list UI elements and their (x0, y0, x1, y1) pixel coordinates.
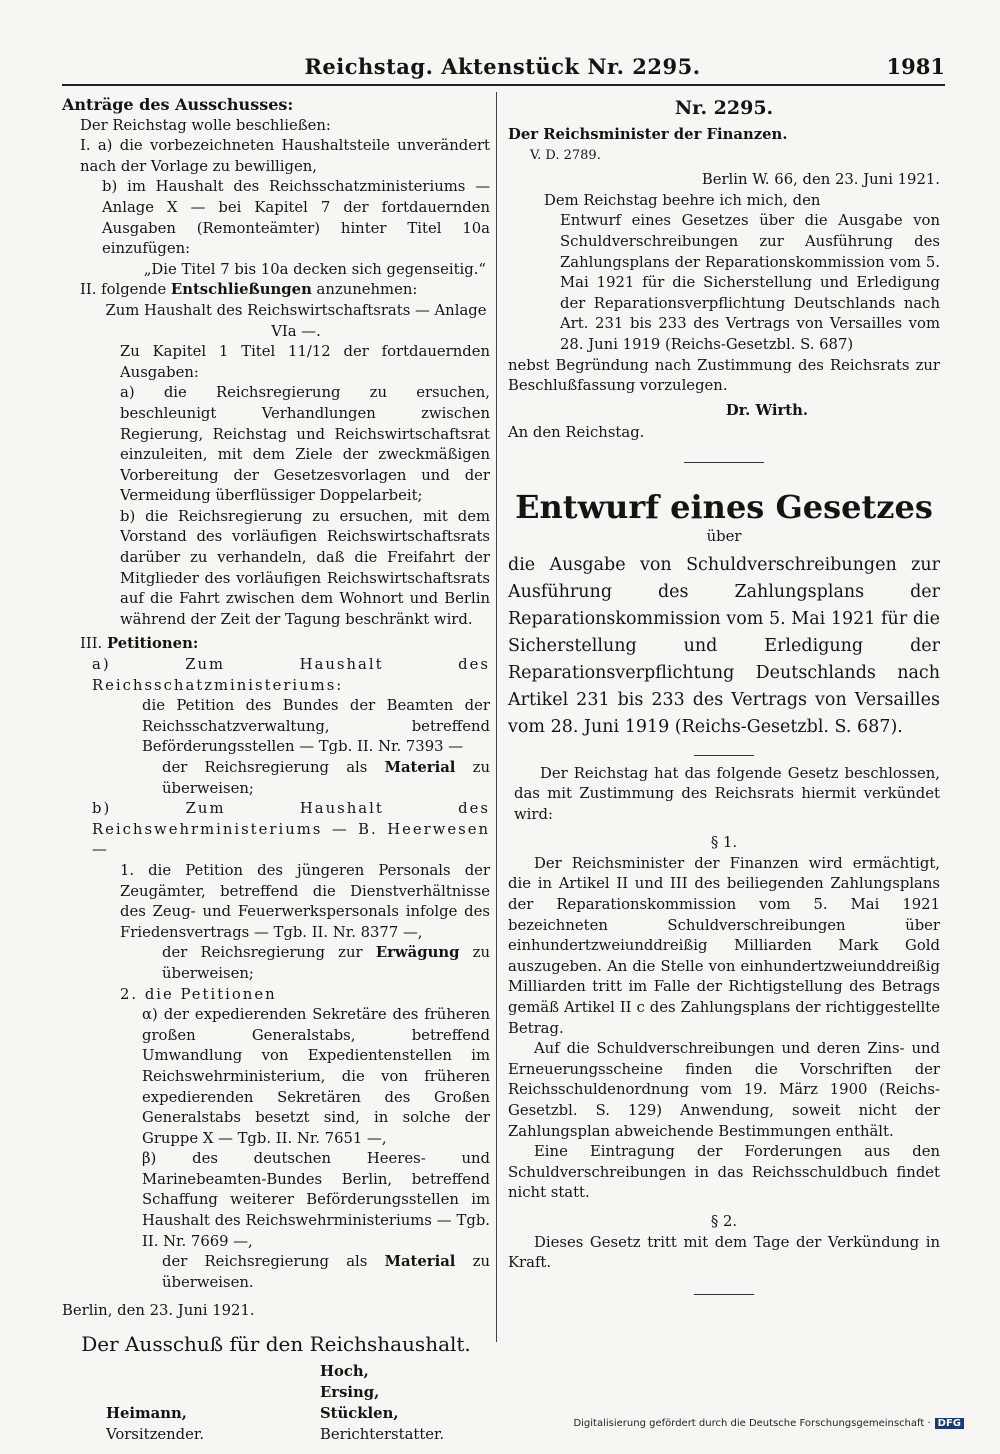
petition-a-heading: a) Zum Haushalt des Reichsschatzministeriums: (92, 656, 490, 694)
draft-ueber: über (706, 527, 742, 545)
motion-I-a: I. a) die vorbezeichneten Haushaltsteile unverändert nach der Vorlage zu bewilligen, (80, 137, 490, 175)
petition-a-res-post: zu überweisen; (162, 759, 490, 797)
reference-number: V. D. 2789. (530, 147, 601, 163)
footer-text: Digitalisierung gefördert durch die Deutsche Forschungsgemeinschaft · (573, 1418, 931, 1429)
petition-b-1-res-post: zu überweisen; (162, 944, 490, 982)
section-1-paragraph-3: Eine Eintragung der Forderungen aus den Schuldverschreibungen in das Reichsschuldbuch findet nicht statt. (508, 1143, 940, 1202)
digitization-footer (573, 1418, 964, 1429)
page-number: 1981 (886, 54, 945, 79)
document-number: Nr. 2295. (674, 97, 774, 119)
motion-III (62, 634, 490, 655)
motion-II-kapitel: Zu Kapitel 1 Titel 11/12 der fortdauernden Ausgaben: (120, 343, 490, 381)
section-2-paragraph: Dieses Gesetz tritt mit dem Tage der Verkündung in Kraft. (508, 1233, 940, 1272)
committee-name: Der Ausschuß für den Reichshaushalt. (81, 1332, 471, 1357)
letter-date: Berlin W. 66, den 23. Juni 1921. (701, 171, 940, 189)
section-rule-3 (694, 1294, 754, 1295)
petition-b-2-res-pre: der Reichsregierung als (162, 1253, 368, 1271)
draft-title: Entwurf eines Gesetzes (515, 487, 933, 526)
petition-b-1-resolution (62, 943, 490, 984)
left-date: Berlin, den 23. Juni 1921. (62, 1302, 255, 1320)
header-title: Reichstag. Aktenstück Nr. 2295. (304, 54, 701, 79)
petition-b-1-res-bold: Erwägung (375, 944, 460, 962)
dfg-logo: DFG (935, 1418, 964, 1429)
section-1-paragraph-2: Auf die Schuldverschreibungen und deren Zins- und Erneuerungsscheine finden die Vorschriften der Reichsschuldenordnung vom 19. März 1900 (Reichs-Gesetzbl. S. 129) Anwendung, soweit nicht der Zahlungsplan abweichende Bestimmungen enthält. (508, 1040, 940, 1140)
letter-intro: Dem Reichstag beehre ich mich, den (544, 191, 821, 209)
petition-b-2-res-post: zu überweisen. (162, 1253, 490, 1291)
column-divider (496, 92, 497, 1342)
petition-a-text: die Petition des Bundes der Beamten der Reichsschatzverwaltung, betreffend Beförderungsstellen — Tgb. II. Nr. 7393 — (142, 697, 490, 756)
left-column (62, 95, 490, 1454)
page-header (60, 54, 945, 84)
petition-b-2-res-bold: Material (384, 1253, 456, 1271)
motion-II-haushalt: Zum Haushalt des Reichswirtschaftsrats — Anlage VIa —. (105, 301, 487, 340)
petition-a-res-bold: Material (384, 759, 456, 776)
petition-b-1-res-pre: der Reichsregierung zur (162, 944, 363, 962)
section-1-heading: § 1. (710, 834, 738, 852)
motion-II-label: II. folgende (80, 281, 167, 299)
letter-body: Entwurf eines Gesetzes über die Ausgabe von Schuldverschreibungen zur Ausführung des Zahlungsplans der Reparationskommission vom 5. Mai 1921 für die Sicherstellung und Erledigung der Reparationsverpflichtung Deutschlands nach Art. 231 bis 233 des Vertrags von Versailles vom 28. Juni 1919 (Reichs-Gesetzbl. S. 687) (560, 212, 940, 353)
petition-b-1: 1. die Petition des jüngeren Personals der Zeugämter, betreffend die Dienstverhältnisse des Zeug- und Feuerwerkspersonals infolge des Friedensvertrags — Tgb. II. Nr. 8377 —, (120, 861, 490, 941)
draft-subject: die Ausgabe von Schuldverschreibungen zur Ausführung des Zahlungsplans der Reparationskommission vom 5. Mai 1921 für die Sicherstellung und Erledigung der Reparationsverpflichtung Deutschlands nach Artikel 231 bis 233 des Vertrags von Versailles vom 28. Juni 1919 (Reichs-Gesetzbl. S. 687). (508, 554, 940, 737)
signature-rapporteur-role: Berichterstatter. (320, 1426, 445, 1444)
signature-chairman-role: Vorsitzender. (106, 1426, 205, 1444)
letter-end: nebst Begründung nach Zustimmung des Reichsrats zur Beschlußfassung vorzulegen. (508, 356, 940, 395)
section-2-heading: § 2. (710, 1212, 738, 1230)
minister-title: Der Reichsminister der Finanzen. (508, 126, 788, 143)
motion-II-b: b) die Reichsregierung zu ersuchen, mit dem Vorstand des vorläufigen Reichswirtschaftsrats darüber zu verhandeln, daß die Freifahrt der Mitglieder des vorläufigen Reichswirtschaftsrats auf die Fahrt zwischen dem Wohnort und Berlin während der Zeit der Tagung beschränkt wird. (120, 507, 490, 628)
motion-II-a: a) die Reichsregierung zu ersuchen, beschleunigt Verhandlungen zwischen Regierung, Reichstag und Reichswirtschaftsrat einzuleiten, mit dem Ziele der zweckmäßigen Vorbereitung der Gesetzesvorlagen und der Vermeidung überflüssiger Doppelarbeit; (120, 384, 490, 505)
enacting-clause: Der Reichstag hat das folgende Gesetz beschlossen, das mit Zustimmung des Reichsrats hiermit verkündet wird: (514, 764, 940, 823)
right-column (508, 95, 940, 1295)
petition-a-res-pre: der Reichsregierung als (162, 759, 368, 776)
petition-b-2-resolution (62, 1252, 490, 1293)
section-rule-1 (684, 462, 764, 463)
motion-II (62, 280, 490, 301)
signature-hoch: Hoch, (320, 1363, 369, 1381)
letter-signature: Dr. Wirth. (725, 401, 808, 419)
signature-heimann: Heimann, (106, 1405, 187, 1423)
petition-b-2-beta: β) des deutschen Heeres- und Marinebeamten-Bundes Berlin, betreffend Schaffung weiterer Beförderungsstellen im Haushalt des Reichswehrministeriums — Tgb. II. Nr. 7669 —, (142, 1150, 490, 1250)
section-1-paragraph-1: Der Reichsminister der Finanzen wird ermächtigt, die in Artikel II und III des beiliegenden Zahlungsplans der Reparationskommission vom 5. Mai 1921 bezeichneten Schuldverschreibungen über einhundertzweiunddreißig Milliarden Mark Gold auszugeben. An die Stelle von einhundertzweiunddreißig Milliarden tritt im Falle der Richtigstellung des Betrags gemäß Artikel II c des Zahlungsplans der richtiggestellte Betrag. (508, 854, 940, 1037)
petition-b-2-alpha: α) der expedierenden Sekretäre des früheren großen Generalstabs, betreffend Umwandlung von Expedientenstellen im Reichswehrministerium, die von früheren expedierenden Sekretären des Großen Generalstabs besetzt sind, in solche der Gruppe X — Tgb. II. Nr. 7651 —, (142, 1006, 490, 1147)
header-rule (62, 84, 945, 86)
motion-III-bold: Petitionen: (106, 635, 199, 653)
motion-II-rest: anzunehmen: (316, 281, 418, 299)
signature-ersing: Ersing, (320, 1384, 380, 1402)
petition-b-heading: b) Zum Haushalt des Reichswehrministeriums — B. Heerwesen — (92, 800, 490, 859)
motion-I-b-quote: „Die Titel 7 bis 10a decken sich gegenseitig.“ (143, 260, 486, 278)
motion-III-label: III. (80, 635, 103, 653)
petition-b-2: 2. die Petitionen (120, 985, 277, 1003)
signature-block (62, 1358, 490, 1454)
motion-II-bold: Entschließungen (170, 281, 312, 299)
petition-a-resolution (62, 758, 490, 799)
motion-intro: Der Reichstag wolle beschließen: (80, 116, 331, 134)
committee-motions-heading: Anträge des Ausschusses: (62, 95, 294, 114)
section-rule-2 (694, 755, 754, 756)
signature-stuecklen: Stücklen, (320, 1405, 399, 1423)
letter-addressee: An den Reichstag. (508, 424, 645, 442)
motion-I-b: b) im Haushalt des Reichsschatzministeriums — Anlage X — bei Kapitel 7 der fortdauernden Ausgaben (Remonteämter) hinter Titel 10a einzufügen: (102, 178, 490, 258)
